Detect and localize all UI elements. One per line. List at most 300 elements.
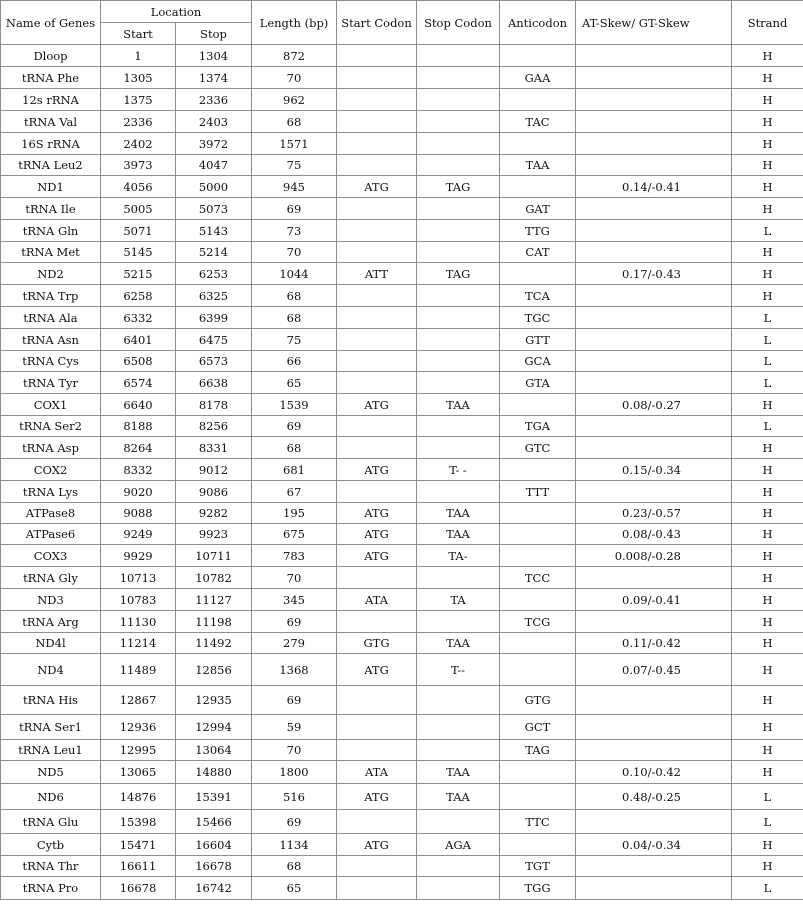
cell-name: ATPase6 xyxy=(1,524,101,545)
cell-name: tRNA Leu2 xyxy=(1,155,101,176)
cell-anticodon xyxy=(500,589,576,611)
cell-strand: H xyxy=(732,834,803,856)
cell-anticodon: GTA xyxy=(500,372,576,394)
cell-stop: 10711 xyxy=(176,545,252,567)
cell-stop: 12856 xyxy=(176,654,252,686)
table-row xyxy=(1,111,803,133)
cell-start: 6258 xyxy=(101,285,176,307)
cell-stop: 10782 xyxy=(176,567,252,589)
cell-stop: 12935 xyxy=(176,686,252,715)
cell-anticodon: TGA xyxy=(500,416,576,437)
cell-name: tRNA Ser2 xyxy=(1,416,101,437)
cell-skew xyxy=(576,155,732,176)
cell-skew xyxy=(576,481,732,503)
cell-stop-codon xyxy=(417,45,500,67)
cell-strand: H xyxy=(732,715,803,740)
table-row xyxy=(1,567,803,589)
cell-stop-codon xyxy=(417,416,500,437)
cell-length: 68 xyxy=(252,856,337,877)
cell-start-codon xyxy=(337,220,417,242)
cell-name: tRNA Ser1 xyxy=(1,715,101,740)
cell-start: 6508 xyxy=(101,351,176,372)
cell-stop: 11198 xyxy=(176,611,252,633)
cell-start: 9249 xyxy=(101,524,176,545)
table-row xyxy=(1,307,803,329)
cell-start-codon: ATG xyxy=(337,545,417,567)
table-row xyxy=(1,761,803,784)
cell-stop-codon xyxy=(417,220,500,242)
cell-stop: 11127 xyxy=(176,589,252,611)
cell-start-codon xyxy=(337,67,417,89)
table-row xyxy=(1,133,803,155)
cell-start: 9088 xyxy=(101,503,176,524)
table-row xyxy=(1,176,803,198)
cell-stop-codon: TA xyxy=(417,589,500,611)
cell-name: ND4 xyxy=(1,654,101,686)
cell-strand: H xyxy=(732,633,803,654)
cell-strand: L xyxy=(732,220,803,242)
cell-stop: 8256 xyxy=(176,416,252,437)
cell-skew xyxy=(576,133,732,155)
cell-start-codon xyxy=(337,715,417,740)
cell-start: 11489 xyxy=(101,654,176,686)
cell-anticodon: GTG xyxy=(500,686,576,715)
cell-stop-codon xyxy=(417,686,500,715)
cell-skew xyxy=(576,89,732,111)
cell-name: tRNA Phe xyxy=(1,67,101,89)
cell-strand: H xyxy=(732,242,803,263)
cell-length: 68 xyxy=(252,285,337,307)
cell-skew: 0.17/-0.43 xyxy=(576,263,732,285)
cell-start-codon xyxy=(337,351,417,372)
cell-stop-codon: TAA xyxy=(417,503,500,524)
cell-stop-codon xyxy=(417,715,500,740)
cell-start-codon: ATA xyxy=(337,761,417,784)
cell-strand: H xyxy=(732,503,803,524)
cell-start-codon xyxy=(337,877,417,900)
cell-length: 75 xyxy=(252,155,337,176)
cell-stop-codon: TAG xyxy=(417,263,500,285)
cell-start-codon xyxy=(337,810,417,834)
cell-stop: 6399 xyxy=(176,307,252,329)
cell-stop: 8178 xyxy=(176,394,252,416)
cell-start-codon xyxy=(337,686,417,715)
cell-strand: H xyxy=(732,263,803,285)
cell-start-codon xyxy=(337,856,417,877)
cell-stop-codon xyxy=(417,111,500,133)
cell-start-codon xyxy=(337,416,417,437)
cell-length: 73 xyxy=(252,220,337,242)
cell-skew: 0.48/-0.25 xyxy=(576,784,732,810)
cell-stop: 16742 xyxy=(176,877,252,900)
cell-name: tRNA Met xyxy=(1,242,101,263)
cell-anticodon: TGG xyxy=(500,877,576,900)
cell-skew xyxy=(576,329,732,351)
cell-length: 783 xyxy=(252,545,337,567)
cell-strand: H xyxy=(732,611,803,633)
header-stop: Stop xyxy=(176,23,252,45)
cell-length: 65 xyxy=(252,372,337,394)
cell-name: COX2 xyxy=(1,459,101,481)
cell-start-codon: GTG xyxy=(337,633,417,654)
cell-stop: 9086 xyxy=(176,481,252,503)
cell-length: 67 xyxy=(252,481,337,503)
table-row xyxy=(1,545,803,567)
cell-strand: H xyxy=(732,567,803,589)
cell-strand: L xyxy=(732,307,803,329)
cell-stop-codon xyxy=(417,567,500,589)
table-row xyxy=(1,503,803,524)
cell-length: 59 xyxy=(252,715,337,740)
cell-start: 2402 xyxy=(101,133,176,155)
table-row xyxy=(1,351,803,372)
cell-length: 681 xyxy=(252,459,337,481)
cell-skew: 0.11/-0.42 xyxy=(576,633,732,654)
header-strand: Strand xyxy=(732,1,803,45)
cell-strand: L xyxy=(732,877,803,900)
cell-stop-codon: TAA xyxy=(417,784,500,810)
cell-start: 9929 xyxy=(101,545,176,567)
cell-stop-codon xyxy=(417,285,500,307)
cell-skew: 0.10/-0.42 xyxy=(576,761,732,784)
cell-start: 5005 xyxy=(101,198,176,220)
cell-length: 69 xyxy=(252,611,337,633)
table-row xyxy=(1,285,803,307)
cell-stop-codon xyxy=(417,351,500,372)
cell-start: 12867 xyxy=(101,686,176,715)
cell-strand: H xyxy=(732,459,803,481)
cell-stop: 1374 xyxy=(176,67,252,89)
cell-anticodon xyxy=(500,503,576,524)
cell-anticodon xyxy=(500,761,576,784)
table-row xyxy=(1,220,803,242)
cell-strand: H xyxy=(732,740,803,761)
cell-name: tRNA Trp xyxy=(1,285,101,307)
cell-stop: 9923 xyxy=(176,524,252,545)
cell-stop-codon: AGA xyxy=(417,834,500,856)
cell-start-codon: ATG xyxy=(337,784,417,810)
cell-stop: 5214 xyxy=(176,242,252,263)
cell-start-codon: ATG xyxy=(337,459,417,481)
cell-start: 14876 xyxy=(101,784,176,810)
cell-anticodon xyxy=(500,654,576,686)
cell-anticodon: TAG xyxy=(500,740,576,761)
cell-stop: 2336 xyxy=(176,89,252,111)
table-row xyxy=(1,633,803,654)
cell-start-codon xyxy=(337,111,417,133)
cell-strand: H xyxy=(732,545,803,567)
cell-length: 1800 xyxy=(252,761,337,784)
header-name: Name of Genes xyxy=(1,1,101,45)
cell-name: tRNA Ala xyxy=(1,307,101,329)
cell-skew: 0.04/-0.34 xyxy=(576,834,732,856)
cell-strand: H xyxy=(732,133,803,155)
cell-start: 8188 xyxy=(101,416,176,437)
cell-anticodon: GCT xyxy=(500,715,576,740)
cell-anticodon xyxy=(500,784,576,810)
cell-length: 345 xyxy=(252,589,337,611)
cell-name: ND2 xyxy=(1,263,101,285)
cell-stop-codon xyxy=(417,877,500,900)
cell-skew xyxy=(576,220,732,242)
cell-length: 70 xyxy=(252,67,337,89)
cell-stop: 12994 xyxy=(176,715,252,740)
cell-stop-codon: TAA xyxy=(417,633,500,654)
cell-start-codon: ATG xyxy=(337,654,417,686)
cell-start: 5215 xyxy=(101,263,176,285)
cell-skew xyxy=(576,810,732,834)
cell-name: ND1 xyxy=(1,176,101,198)
cell-strand: L xyxy=(732,810,803,834)
cell-start: 10713 xyxy=(101,567,176,589)
table-row xyxy=(1,437,803,459)
cell-name: tRNA Val xyxy=(1,111,101,133)
cell-start-codon xyxy=(337,372,417,394)
cell-skew xyxy=(576,307,732,329)
cell-stop: 8331 xyxy=(176,437,252,459)
table-row xyxy=(1,242,803,263)
cell-anticodon: TCG xyxy=(500,611,576,633)
cell-strand: L xyxy=(732,329,803,351)
table-row xyxy=(1,329,803,351)
cell-anticodon xyxy=(500,633,576,654)
table-row xyxy=(1,481,803,503)
cell-start: 5071 xyxy=(101,220,176,242)
cell-name: tRNA Cys xyxy=(1,351,101,372)
table-row xyxy=(1,834,803,856)
cell-start-codon xyxy=(337,611,417,633)
cell-skew: 0.008/-0.28 xyxy=(576,545,732,567)
cell-name: tRNA Gly xyxy=(1,567,101,589)
table-row xyxy=(1,589,803,611)
table-row xyxy=(1,524,803,545)
cell-anticodon: TTC xyxy=(500,810,576,834)
cell-anticodon: TTT xyxy=(500,481,576,503)
cell-start-codon xyxy=(337,285,417,307)
cell-stop-codon: TAA xyxy=(417,761,500,784)
cell-start: 12936 xyxy=(101,715,176,740)
cell-skew xyxy=(576,856,732,877)
cell-anticodon xyxy=(500,263,576,285)
cell-stop: 11492 xyxy=(176,633,252,654)
table-row xyxy=(1,877,803,900)
header-length: Length (bp) xyxy=(252,1,337,45)
cell-name: COX1 xyxy=(1,394,101,416)
cell-stop-codon xyxy=(417,242,500,263)
cell-anticodon: TAC xyxy=(500,111,576,133)
cell-start-codon xyxy=(337,567,417,589)
cell-anticodon xyxy=(500,524,576,545)
cell-name: ND4l xyxy=(1,633,101,654)
cell-start: 4056 xyxy=(101,176,176,198)
cell-name: tRNA Asp xyxy=(1,437,101,459)
cell-start-codon xyxy=(337,198,417,220)
cell-start: 8264 xyxy=(101,437,176,459)
cell-start-codon: ATG xyxy=(337,503,417,524)
table-row xyxy=(1,394,803,416)
cell-stop-codon xyxy=(417,611,500,633)
table-row xyxy=(1,89,803,111)
header-skew: AT-Skew/ GT-Skew xyxy=(576,1,732,45)
cell-skew xyxy=(576,567,732,589)
cell-skew: 0.08/-0.43 xyxy=(576,524,732,545)
cell-stop-codon: TAA xyxy=(417,394,500,416)
cell-name: tRNA Ile xyxy=(1,198,101,220)
cell-length: 68 xyxy=(252,307,337,329)
cell-strand: H xyxy=(732,67,803,89)
cell-strand: H xyxy=(732,394,803,416)
cell-start: 13065 xyxy=(101,761,176,784)
cell-name: ND6 xyxy=(1,784,101,810)
cell-name: COX3 xyxy=(1,545,101,567)
cell-name: tRNA Asn xyxy=(1,329,101,351)
cell-anticodon: TAA xyxy=(500,155,576,176)
cell-name: tRNA His xyxy=(1,686,101,715)
cell-length: 69 xyxy=(252,810,337,834)
cell-length: 1571 xyxy=(252,133,337,155)
table-row xyxy=(1,784,803,810)
cell-name: tRNA Tyr xyxy=(1,372,101,394)
cell-stop: 13064 xyxy=(176,740,252,761)
cell-start: 3973 xyxy=(101,155,176,176)
cell-start-codon: ATG xyxy=(337,176,417,198)
cell-stop-codon xyxy=(417,810,500,834)
cell-stop: 6573 xyxy=(176,351,252,372)
cell-anticodon xyxy=(500,545,576,567)
cell-stop-codon: TA- xyxy=(417,545,500,567)
cell-skew xyxy=(576,416,732,437)
table-row xyxy=(1,686,803,715)
cell-skew: 0.14/-0.41 xyxy=(576,176,732,198)
cell-start-codon xyxy=(337,133,417,155)
cell-stop: 5073 xyxy=(176,198,252,220)
cell-start: 2336 xyxy=(101,111,176,133)
cell-anticodon: GAA xyxy=(500,67,576,89)
cell-strand: L xyxy=(732,351,803,372)
table-row xyxy=(1,654,803,686)
cell-name: tRNA Pro xyxy=(1,877,101,900)
header-location: Location xyxy=(101,1,252,23)
cell-length: 65 xyxy=(252,877,337,900)
cell-anticodon: GCA xyxy=(500,351,576,372)
cell-stop-codon xyxy=(417,856,500,877)
cell-stop: 16678 xyxy=(176,856,252,877)
cell-stop-codon xyxy=(417,740,500,761)
cell-skew xyxy=(576,686,732,715)
cell-anticodon xyxy=(500,176,576,198)
table-row xyxy=(1,715,803,740)
cell-strand: H xyxy=(732,155,803,176)
cell-name: tRNA Glu xyxy=(1,810,101,834)
cell-start-codon: ATA xyxy=(337,589,417,611)
cell-stop: 6475 xyxy=(176,329,252,351)
cell-stop-codon xyxy=(417,437,500,459)
cell-length: 516 xyxy=(252,784,337,810)
cell-skew xyxy=(576,285,732,307)
cell-name: 12s rRNA xyxy=(1,89,101,111)
cell-strand: H xyxy=(732,686,803,715)
cell-skew: 0.15/-0.34 xyxy=(576,459,732,481)
cell-length: 69 xyxy=(252,198,337,220)
cell-length: 70 xyxy=(252,740,337,761)
cell-stop-codon xyxy=(417,307,500,329)
cell-stop: 3972 xyxy=(176,133,252,155)
cell-name: tRNA Thr xyxy=(1,856,101,877)
table-row xyxy=(1,810,803,834)
cell-strand: H xyxy=(732,481,803,503)
cell-start-codon: ATG xyxy=(337,524,417,545)
cell-stop: 6253 xyxy=(176,263,252,285)
cell-start-codon xyxy=(337,45,417,67)
cell-strand: L xyxy=(732,372,803,394)
cell-anticodon xyxy=(500,89,576,111)
cell-start-codon xyxy=(337,155,417,176)
cell-skew xyxy=(576,740,732,761)
cell-stop-codon xyxy=(417,133,500,155)
cell-strand: H xyxy=(732,198,803,220)
cell-anticodon xyxy=(500,133,576,155)
cell-anticodon: TTG xyxy=(500,220,576,242)
cell-stop-codon xyxy=(417,67,500,89)
gene-table-body xyxy=(1,45,803,900)
cell-skew: 0.08/-0.27 xyxy=(576,394,732,416)
table-row xyxy=(1,67,803,89)
cell-stop-codon xyxy=(417,481,500,503)
cell-start-codon: ATT xyxy=(337,263,417,285)
cell-skew xyxy=(576,715,732,740)
cell-start-codon xyxy=(337,307,417,329)
cell-stop-codon xyxy=(417,329,500,351)
cell-start: 15471 xyxy=(101,834,176,856)
cell-anticodon: GTT xyxy=(500,329,576,351)
cell-start-codon xyxy=(337,481,417,503)
cell-anticodon xyxy=(500,459,576,481)
cell-strand: H xyxy=(732,654,803,686)
cell-anticodon: GTC xyxy=(500,437,576,459)
cell-length: 962 xyxy=(252,89,337,111)
cell-length: 1539 xyxy=(252,394,337,416)
cell-stop: 15466 xyxy=(176,810,252,834)
cell-stop-codon xyxy=(417,89,500,111)
cell-strand: H xyxy=(732,111,803,133)
cell-stop: 9012 xyxy=(176,459,252,481)
table-row xyxy=(1,459,803,481)
cell-strand: L xyxy=(732,784,803,810)
cell-start: 6401 xyxy=(101,329,176,351)
cell-skew xyxy=(576,242,732,263)
cell-skew xyxy=(576,437,732,459)
cell-start: 15398 xyxy=(101,810,176,834)
cell-start: 9020 xyxy=(101,481,176,503)
cell-name: tRNA Gln xyxy=(1,220,101,242)
table-row xyxy=(1,263,803,285)
cell-length: 872 xyxy=(252,45,337,67)
cell-start: 12995 xyxy=(101,740,176,761)
cell-length: 68 xyxy=(252,437,337,459)
cell-skew: 0.23/-0.57 xyxy=(576,503,732,524)
cell-name: Cytb xyxy=(1,834,101,856)
cell-stop: 14880 xyxy=(176,761,252,784)
table-row xyxy=(1,856,803,877)
cell-anticodon: TGT xyxy=(500,856,576,877)
cell-start-codon xyxy=(337,740,417,761)
cell-anticodon: CAT xyxy=(500,242,576,263)
cell-skew xyxy=(576,111,732,133)
cell-length: 1134 xyxy=(252,834,337,856)
cell-stop: 6325 xyxy=(176,285,252,307)
cell-stop: 16604 xyxy=(176,834,252,856)
cell-length: 75 xyxy=(252,329,337,351)
